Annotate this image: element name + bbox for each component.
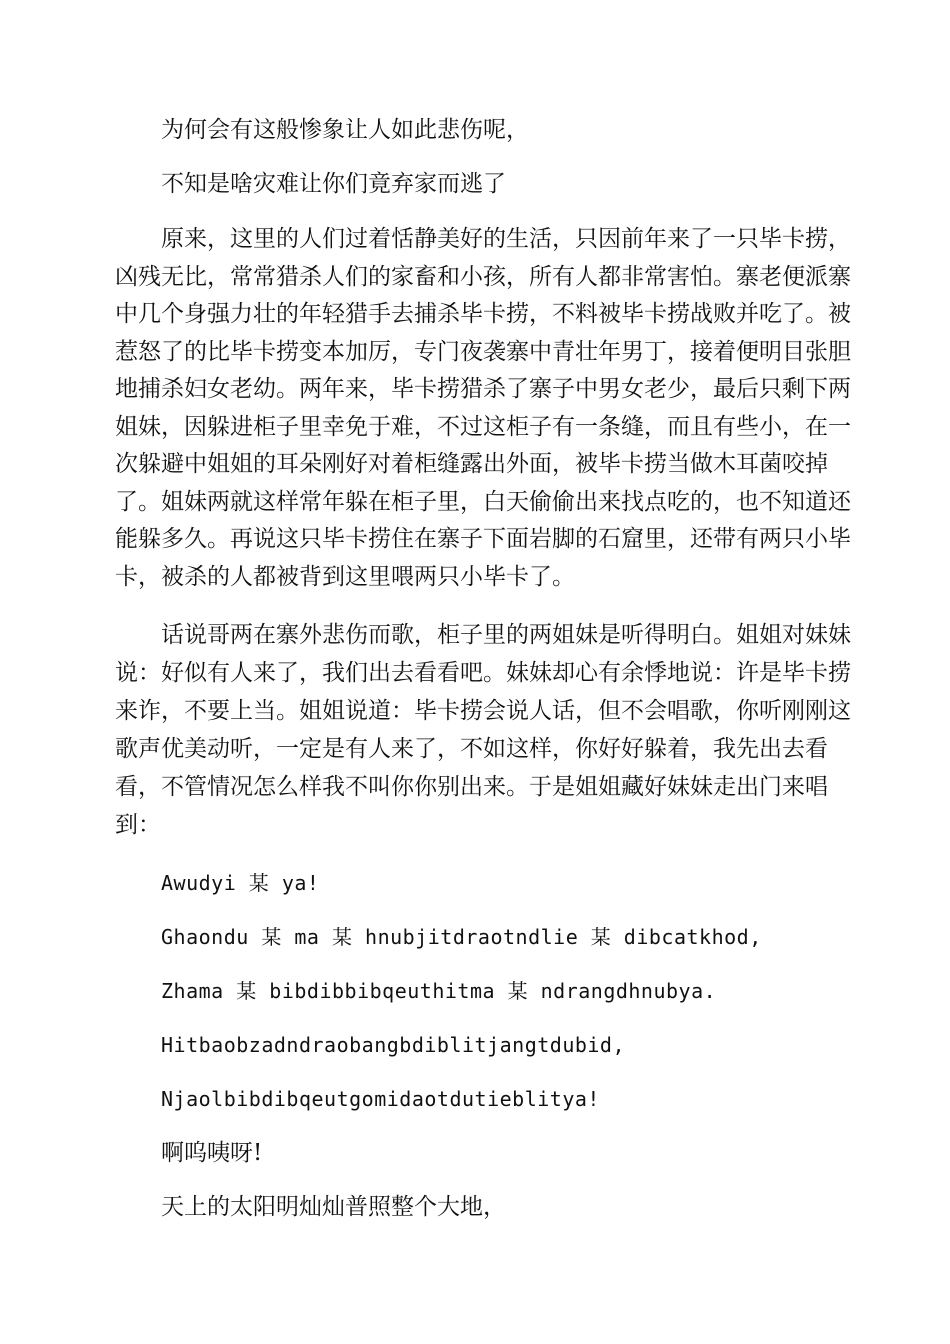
- song-line: Njaolbibdibqeutgomidaotdutieblitya!: [161, 1087, 600, 1111]
- paragraph-line: 原来，这里的人们过着恬静美好的生活，只因前年来了一只毕卡捞，: [161, 226, 851, 252]
- paragraph-line: 卡，被杀的人都被背到这里喂两只小毕卡了。: [115, 564, 575, 590]
- song-line: 天上的太阳明灿灿普照整个大地，: [161, 1194, 506, 1220]
- paragraph-line: 地捕杀妇女老幼。两年来，毕卡捞猎杀了寨子中男女老少，最后只剩下两: [115, 376, 851, 402]
- song-line: Zhama 某 bibdibbibqeuthitma 某 ndrangdhnubya.: [161, 979, 717, 1003]
- paragraph-line: 歌声优美动听，一定是有人来了，不如这样，你好好躲着，我先出去看: [115, 736, 828, 762]
- paragraph-line: 能躲多久。再说这只毕卡捞住在寨子下面岩脚的石窟里，还带有两只小毕: [115, 526, 851, 552]
- paragraph-line: 说：好似有人来了，我们出去看看吧。妹妹却心有余悸地说：许是毕卡捞: [115, 660, 851, 686]
- paragraph-line: 惹怒了的比毕卡捞变本加厉，专门夜袭寨中青壮年男丁，接着便明目张胆: [115, 339, 851, 365]
- verse-line-1: 为何会有这般惨象让人如此悲伤呢，: [161, 117, 529, 143]
- paragraph-line: 姐妹，因躲进柜子里幸免于难，不过这柜子有一条缝，而且有些小，在一: [115, 414, 851, 440]
- paragraph-line: 次躲避中姐姐的耳朵刚好对着柜缝露出外面，被毕卡捞当做木耳菌咬掉: [115, 451, 828, 477]
- paragraph-line: 到：: [115, 812, 161, 838]
- paragraph-line: 凶残无比，常常猎杀人们的家畜和小孩，所有人都非常害怕。寨老便派寨: [115, 264, 851, 290]
- paragraph-line: 了。姐妹两就这样常年躲在柜子里，白天偷偷出来找点吃的，也不知道还: [115, 489, 851, 515]
- paragraph-line: 话说哥两在寨外悲伤而歌，柜子里的两姐妹是听得明白。姐姐对妹妹: [161, 622, 851, 648]
- song-line: 啊呜咦呀!: [161, 1140, 263, 1166]
- paragraph-line: 看，不管情况怎么样我不叫你你别出来。于是姐姐藏好妹妹走出门来唱: [115, 774, 828, 800]
- song-line: Hitbaobzadndraobangbdiblitjangtdubid,: [161, 1033, 626, 1057]
- song-line: Ghaondu 某 ma 某 hnubjitdraotndlie 某 dibcatkhod,: [161, 925, 762, 949]
- verse-line-2: 不知是啥灾难让你们竟弃家而逃了: [161, 171, 506, 197]
- paragraph-line: 来诈，不要上当。姐姐说道：毕卡捞会说人话，但不会唱歌，你听刚刚这: [115, 698, 851, 724]
- paragraph-line: 中几个身强力壮的年轻猎手去捕杀毕卡捞，不料被毕卡捞战败并吃了。被: [115, 301, 851, 327]
- song-line: Awudyi 某 ya!: [161, 871, 320, 895]
